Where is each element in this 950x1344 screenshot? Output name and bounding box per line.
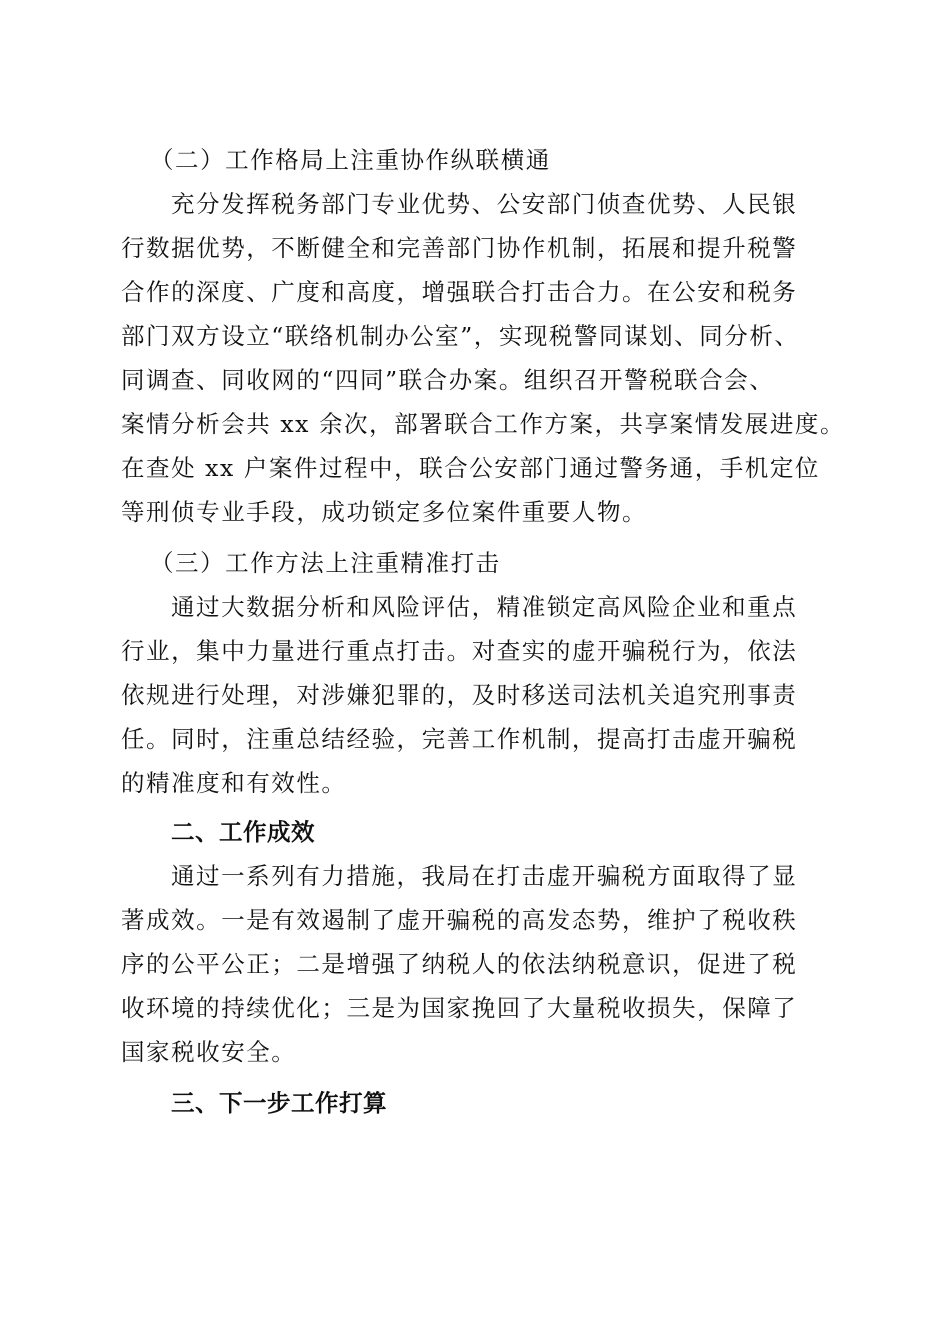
paragraph-line: 任。同时，注重总结经验，完善工作机制，提高打击虚开骗税 [121,725,798,753]
paragraph-line: 同调查、同收网的“四同”联合办案。组织召开警税联合会、 [121,366,775,394]
paragraph-line: 通过一系列有力措施，我局在打击虚开骗税方面取得了显 [171,862,798,890]
paragraph-line: 通过大数据分析和风险评估，精准锁定高风险企业和重点 [171,593,798,621]
paragraph-line: 依规进行处理，对涉嫌犯罪的，及时移送司法机关追究刑事责 [121,681,798,709]
paragraph-line: 合作的深度、广度和高度，增强联合打击合力。在公安和税务 [121,278,798,306]
section-heading: 二、工作成效 [171,818,315,846]
paragraph-line: 在查处 xx 户案件过程中，联合公安部门通过警务通，手机定位 [121,454,820,482]
paragraph-line: 国家税收安全。 [121,1038,297,1066]
paragraph-line: 著成效。一是有效遏制了虚开骗税的高发态势，维护了税收秩 [121,906,798,934]
paragraph-line: 收环境的持续优化；三是为国家挽回了大量税收损失，保障了 [121,994,798,1022]
paragraph-line: 案情分析会共 xx 余次，部署联合工作方案，共享案情发展进度。 [121,410,845,438]
paragraph-line: 行业，集中力量进行重点打击。对查实的虚开骗税行为，依法 [121,637,798,665]
paragraph-line: 充分发挥税务部门专业优势、公安部门侦查优势、人民银 [171,190,798,218]
section-heading: 三、下一步工作打算 [171,1089,387,1117]
paragraph-line: 行数据优势，不断健全和完善部门协作机制，拓展和提升税警 [121,234,798,262]
paragraph-line: 的精准度和有效性。 [121,769,347,797]
paragraph-line: 部门双方设立“联络机制办公室”，实现税警同谋划、同分析、 [121,322,800,350]
subsection-heading: （二）工作格局上注重协作纵联横通 [150,146,551,174]
paragraph-line: 等刑侦专业手段，成功锁定多位案件重要人物。 [121,498,648,526]
subsection-heading: （三）工作方法上注重精准打击 [150,549,501,577]
paragraph-line: 序的公平公正；二是增强了纳税人的依法纳税意识，促进了税 [121,950,798,978]
